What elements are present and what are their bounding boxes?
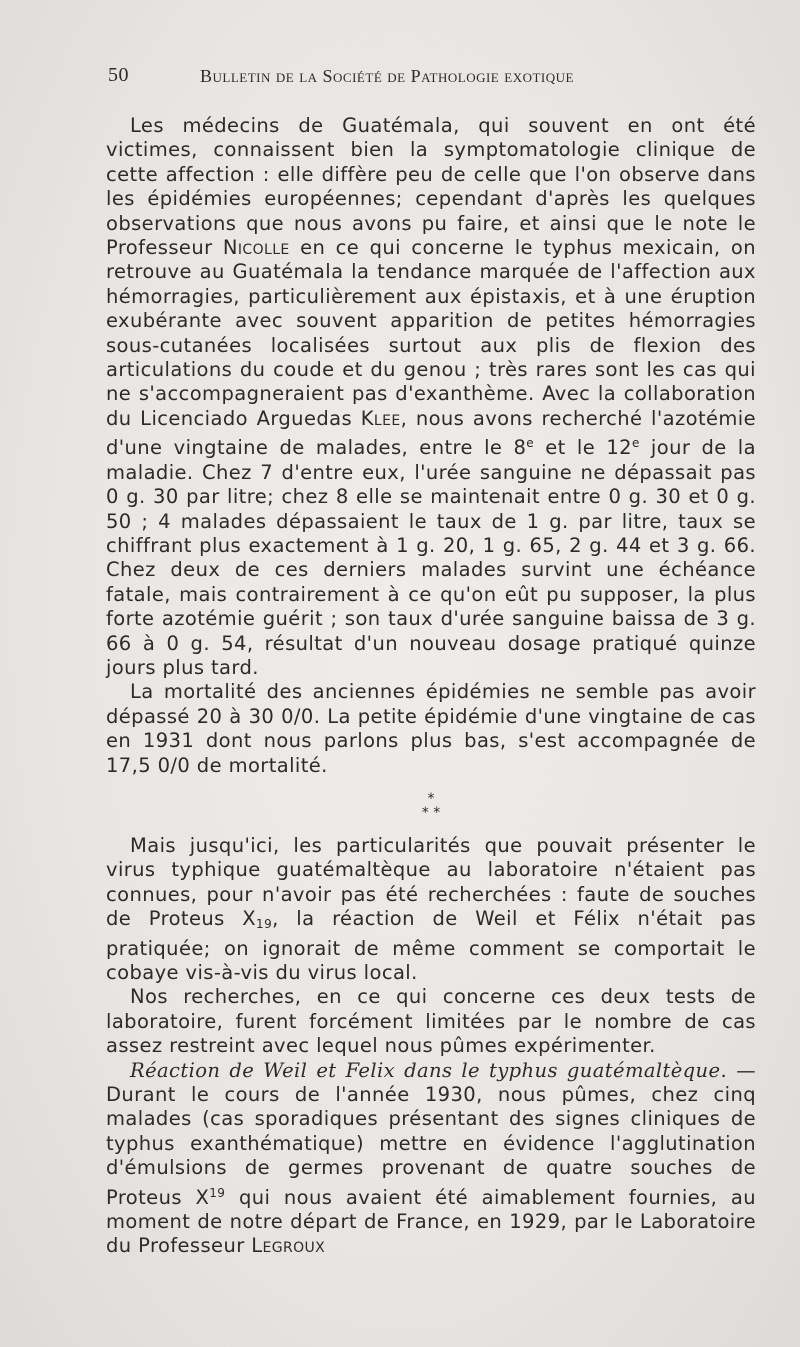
paragraph-4: Nos recherches, en ce qui concerne ces deux tests de laboratoire, furent forcément limitées par le nombre de cas assez restreint avec lequel nous pûmes expérimenter. bbox=[106, 985, 756, 1058]
author-name-nicolle: Nicolle bbox=[222, 236, 290, 260]
body-text bbox=[106, 114, 756, 1259]
section-asterism: * * * bbox=[421, 790, 441, 821]
author-name-klee: Klee bbox=[360, 406, 401, 430]
page-number: 50 bbox=[108, 64, 129, 86]
paragraph-3: Mais jusqu'ici, les particularités que pouvait présenter le virus typhique guatémaltèque au laboratoire n'étaient pas connues, pour n'avoir pas été recherchées : faute de souches de Proteus $X_{19}$, la réaction de Weil et Félix n'était pas pratiquée; on ignorait de même comment se comportait le cobaye vis-à-vis du virus local. bbox=[106, 833, 757, 984]
running-title: Bulletin de la Société de Pathologie exotique bbox=[200, 66, 574, 86]
author-name-legroux: Legroux bbox=[251, 1234, 326, 1258]
page-header bbox=[108, 64, 698, 94]
paragraph-2: La mortalité des anciennes épidémies ne semble pas avoir dépassé 20 à 30 0/0. La petite épidémie d'une vingtaine de cas en 1931 dont nous parlons plus bas, s'est accompagnée de 17,5 0/0 de mortalité. bbox=[106, 680, 756, 777]
section-heading: Réaction de Weil et Felix dans le typhus guatémaltèque. bbox=[130, 1058, 728, 1082]
paragraph-5: Réaction de Weil et Felix dans le typhus guatémaltèque. — Durant le cours de l'année 1930, nous pûmes, chez cinq malades (cas sporadiques présentant des signes cliniques de typhus exanthématique) mettre en évidence l'agglutination d'émulsions de germes provenant de quatre souches de Proteus $X^{19}$ qui nous avaient été aimablement fournies, au moment de notre départ de France, en 1929, par le Laboratoire du Professeur Legroux bbox=[106, 1058, 757, 1258]
paragraph-1: Les médecins de Guatémala, qui souvent en ont été victimes, connaissent bien la symptomatologie clinique de cette affection : elle diffère peu de celle que l'on observe dans les épidémies européennes; cependant d'après les quelques observations que nous avons pu faire, et ainsi que le note le Professeur Nicolle en ce qui concerne le typhus mexicain, on retrouve au Guatémala la tendance marquée de l'affection aux hémorragies, particulièrement aux épistaxis, et à une éruption exubérante avec souvent apparition de petites hémorragies sous-cutanées localisées surtout aux plis de flexion des articulations du coude et du genou ; très rares sont les cas qui ne s'accompagneraient pas d'exanthème. Avec la collaboration du Licenciado Arguedas Klee, nous avons recherché l'azotémie d'une vingtaine de malades, entre le 8e et le 12e jour de la maladie. Chez 7 d'entre eux, l'urée sanguine ne dépassait pas 0 g. 30 par litre; chez 8 elle se maintenait entre 0 g. 30 et 0 g. 50 ; 4 malades dépassaient le taux de 1 g. par litre, taux se chiffrant plus exactement à 1 g. 20, 1 g. 65, 2 g. 44 et 3 g. 66. Chez deux de ces derniers malades survint une échéance fatale, mais contrairement à ce qu'on eût pu supposer, la plus forte azotémie guérit ; son taux d'urée sanguine baissa de 3 g. 66 à 0 g. 54, résultat d'un nouveau dosage pratiqué quinze jours plus tard. bbox=[106, 114, 756, 679]
